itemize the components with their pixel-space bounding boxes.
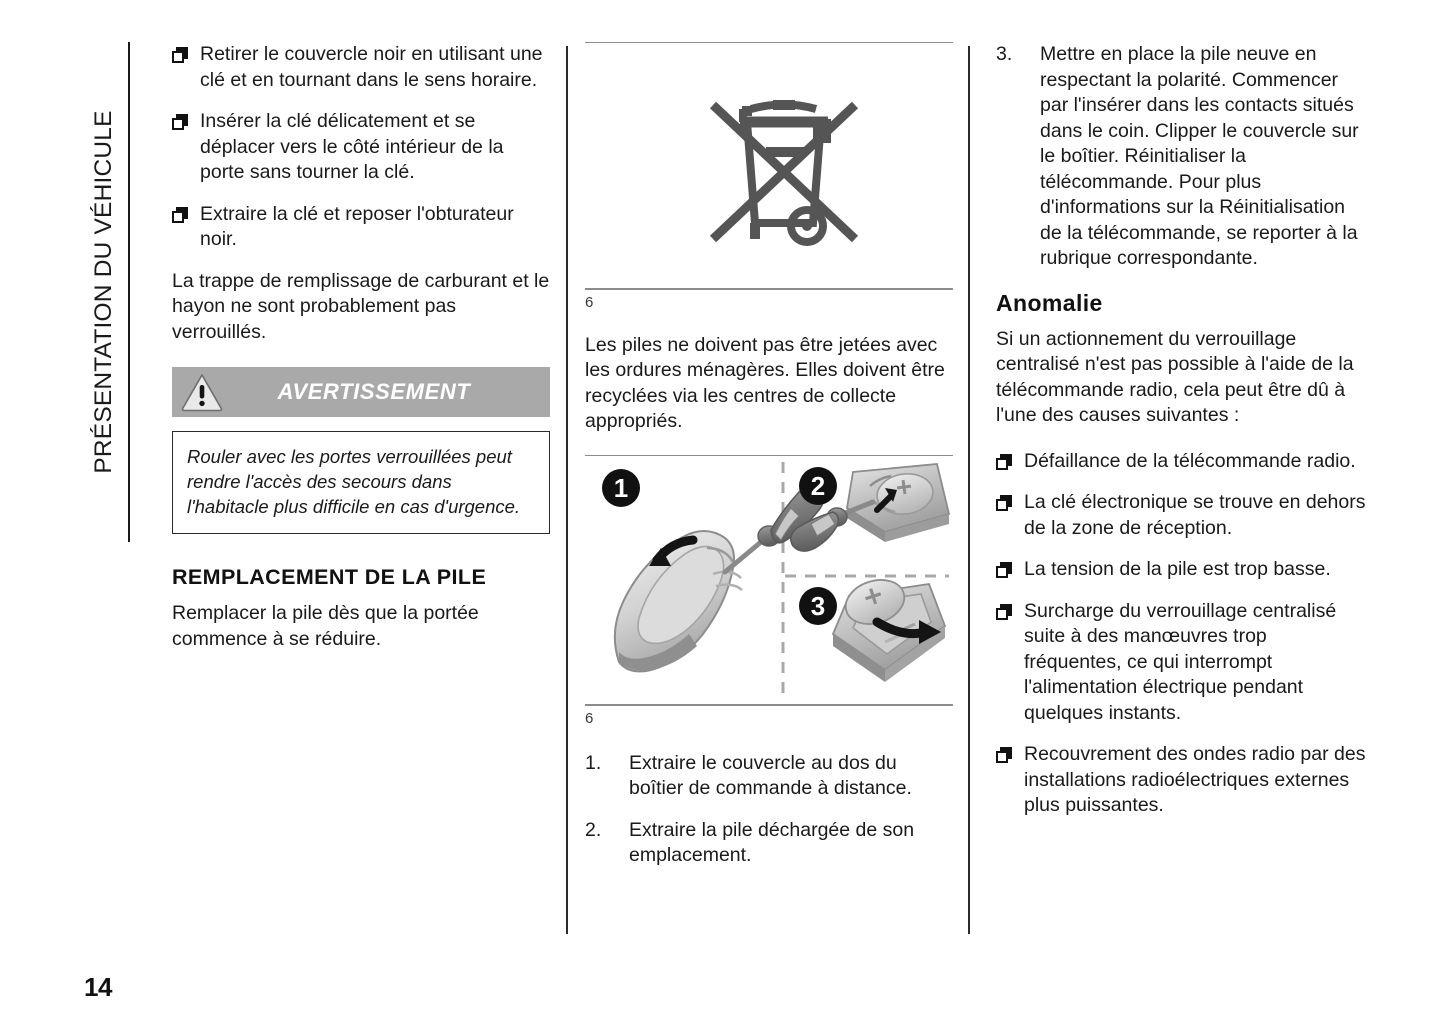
list-item <box>172 42 550 93</box>
svg-text:3: 3 <box>810 591 826 622</box>
list-item-text: Extraire le couvercle au dos du boîtier de commande à distance. <box>629 751 912 800</box>
middle-column <box>585 42 953 869</box>
figure-caption: 6 <box>585 293 594 311</box>
mid-numbered-list <box>585 751 953 869</box>
list-item <box>585 751 953 802</box>
list-item <box>996 599 1368 727</box>
left-column <box>172 42 550 668</box>
warning-banner <box>172 367 550 417</box>
cube-bullet-icon <box>172 47 188 63</box>
left-paragraph-1: La trappe de remplissage de carburant et le hayon ne sont probablement pas verrouillés. <box>172 269 550 343</box>
list-item <box>996 490 1368 541</box>
list-item-number: 2. <box>585 818 602 841</box>
list-item <box>585 818 953 869</box>
list-item <box>172 202 550 253</box>
svg-text:2: 2 <box>810 471 826 502</box>
svg-text:1: 1 <box>613 473 629 504</box>
list-item-text: Extraire la pile déchargée de son emplacement. <box>629 818 915 867</box>
running-head-rule <box>128 42 130 542</box>
warning-box <box>172 431 550 534</box>
right-numbered-list <box>996 42 1368 272</box>
list-item-text: Insérer la clé délicatement et se déplacer vers le côté intérieur de la porte sans tourner la clé. <box>200 110 504 183</box>
crossed-out-wheelie-bin-icon <box>585 43 953 288</box>
list-item-text: Extraire la clé et reposer l'obturateur noir. <box>200 202 514 250</box>
warning-triangle-icon <box>180 372 224 412</box>
list-item-text: La clé électronique se trouve en dehors de la zone de réception. <box>1024 491 1366 539</box>
warning-text: Rouler avec les portes verrouillées peut rendre l'accès des secours dans l'habitacle plus difficile en cas d'urgence. <box>187 446 521 517</box>
figure-weee <box>585 42 953 313</box>
figure-battery-replacement <box>585 455 953 729</box>
running-head-label: PRÉSENTATION DU VÉHICULE <box>90 110 117 474</box>
column-divider-2 <box>968 46 970 934</box>
list-item-number: 3. <box>996 43 1013 65</box>
cube-bullet-icon <box>996 562 1012 578</box>
cube-bullet-icon <box>996 454 1012 470</box>
list-item <box>996 449 1368 475</box>
cube-bullet-icon <box>996 747 1012 763</box>
section-heading-anomalie: Anomalie <box>996 289 1103 316</box>
list-item-text: Surcharge du verrouillage centralisé suite à des manœuvres trop fréquentes, ce qui interrompt l'alimentation électrique pendant quelques instants. <box>1024 599 1337 724</box>
list-item-text: Défaillance de la télécommande radio. <box>1024 449 1356 472</box>
figure-caption: 6 <box>585 709 594 727</box>
cube-bullet-icon <box>172 207 188 223</box>
right-bullet-list <box>996 449 1368 819</box>
list-item-text: La tension de la pile est trop basse. <box>1024 558 1331 580</box>
list-item-text: Recouvrement des ondes radio par des installations radioélectriques externes plus puissantes. <box>1024 743 1366 816</box>
cube-bullet-icon <box>996 495 1012 511</box>
list-item-number: 1. <box>585 751 602 774</box>
list-item <box>172 109 550 186</box>
running-head <box>78 42 130 542</box>
column-divider-1 <box>566 46 568 934</box>
page-number: 14 <box>84 972 112 1002</box>
list-item <box>996 42 1368 272</box>
right-paragraph: Si un actionnement du verrouillage centralisé n'est pas possible à l'aide de la télécommande radio, cela peut être dû à l'une des causes suivantes : <box>996 327 1354 426</box>
key-fob-battery-replacement-diagram <box>585 456 953 704</box>
list-item-text: Mettre en place la pile neuve en respectant la polarité. Commencer par l'insérer dans les contacts situés dans le coin. Clipper le couvercle sur le boîtier. Réinitialiser la télécommande. Pour plus d'informations sur la Réinitialisation de la télécommande, se reporter à la rubrique correspondante. <box>1040 43 1359 269</box>
section-heading-battery-replacement: REMPLACEMENT DE LA PILE <box>172 565 487 589</box>
cube-bullet-icon <box>996 604 1012 620</box>
mid-paragraph: Les piles ne doivent pas être jetées avec les ordures ménagères. Elles doivent être recyclées via les centres de collecte appropriés. <box>585 333 945 433</box>
cube-bullet-icon <box>172 114 188 130</box>
list-item <box>996 557 1368 583</box>
list-item <box>996 742 1368 819</box>
warning-title: AVERTISSEMENT <box>277 379 471 404</box>
left-bullet-list <box>172 42 550 253</box>
left-paragraph-2: Remplacer la pile dès que la portée commence à se réduire. <box>172 602 479 650</box>
list-item-text: Retirer le couvercle noir en utilisant une clé et en tournant dans le sens horaire. <box>200 43 543 91</box>
right-column <box>996 42 1368 819</box>
